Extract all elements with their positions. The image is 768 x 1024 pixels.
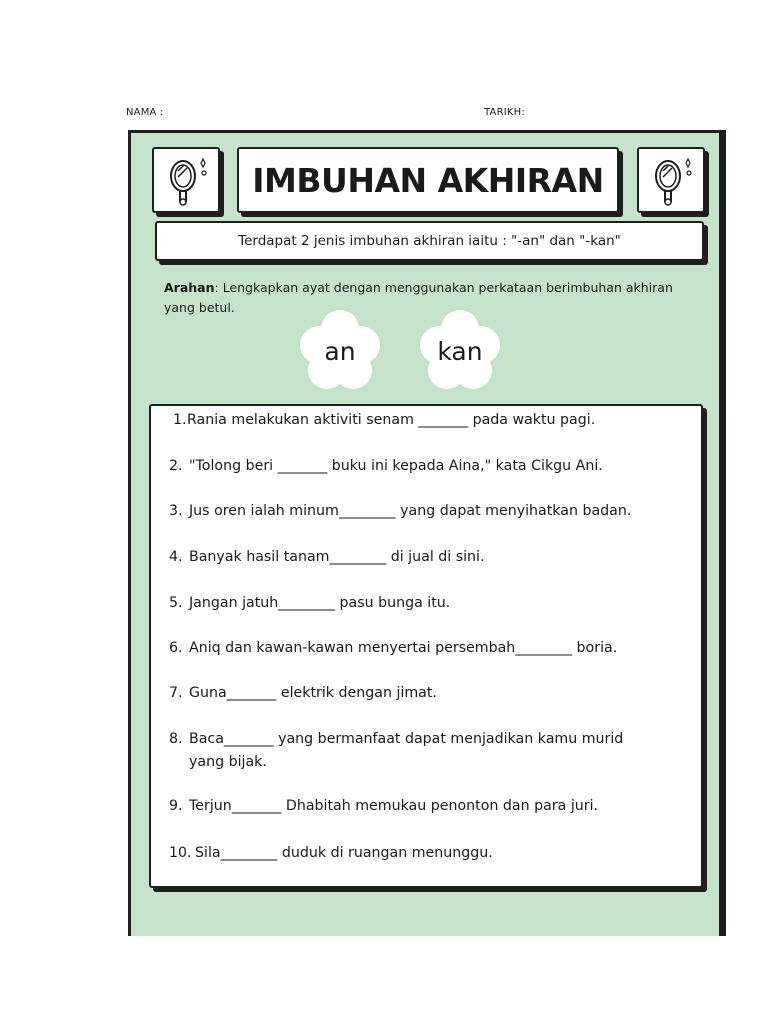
question-text: Aniq dan kawan-kawan menyertai persembah________ boria. — [189, 640, 618, 656]
left-icon-box — [152, 147, 220, 213]
question-6 — [169, 637, 689, 660]
question-text: Rania melakukan aktiviti senam _______ pada waktu pagi. — [187, 412, 596, 428]
mirror-icon — [639, 149, 703, 211]
question-text: Terjun_______ Dhabitah memukau penonton dan para juri. — [189, 798, 599, 814]
question-number: 8. — [169, 731, 183, 747]
question-text: Guna_______ elektrik dengan jimat. — [189, 685, 437, 701]
question-text: Jus oren ialah minum________ yang dapat menyihatkan badan. — [189, 503, 632, 519]
mirror-icon — [154, 149, 218, 211]
question-3 — [169, 500, 689, 523]
questions-box — [149, 404, 703, 888]
question-7 — [169, 682, 689, 705]
suffix-flower-kan — [418, 309, 502, 393]
question-text: Banyak hasil tanam________ di jual di sini. — [189, 549, 485, 565]
worksheet — [128, 130, 722, 936]
question-number: 6. — [169, 640, 183, 656]
question-number: 2. — [169, 458, 183, 474]
question-8 — [169, 728, 689, 774]
question-text: Baca_______ yang bermanfaat dapat menjadikan kamu murid — [189, 731, 624, 747]
question-text: "Tolong beri _______ buku ini kepada Aina," kata Cikgu Ani. — [189, 458, 603, 474]
question-1 — [173, 409, 693, 432]
suffix-an: an — [324, 336, 356, 366]
question-number: 1. — [173, 412, 187, 428]
title-box — [237, 147, 619, 213]
question-text: Jangan jatuh________ pasu bunga itu. — [189, 595, 451, 611]
suffix-kan: kan — [437, 336, 483, 366]
question-9 — [169, 795, 689, 818]
question-2 — [169, 455, 689, 478]
question-5 — [169, 592, 689, 615]
question-10 — [169, 842, 689, 865]
question-number: 10. — [169, 845, 192, 861]
suffix-flower-an — [298, 309, 382, 393]
instruction-label: Arahan — [164, 280, 215, 295]
question-number: 4. — [169, 549, 183, 565]
instruction-text: : Lengkapkan ayat dengan menggunakan perkataan berimbuhan akhiran yang betul. — [164, 280, 673, 315]
question-number: 9. — [169, 798, 183, 814]
question-text-continued: yang bijak. — [189, 754, 267, 770]
question-number: 7. — [169, 685, 183, 701]
subtitle: Terdapat 2 jenis imbuhan akhiran iaitu : "-an" dan "-kan" — [238, 233, 621, 249]
date-label: TARIKH: — [484, 107, 525, 118]
subtitle-box — [155, 221, 704, 261]
question-number: 5. — [169, 595, 183, 611]
question-number: 3. — [169, 503, 183, 519]
question-text: Sila________ duduk di ruangan menunggu. — [195, 845, 493, 861]
page-title: IMBUHAN AKHIRAN — [252, 160, 604, 200]
name-label: NAMA : — [126, 107, 164, 118]
question-4 — [169, 546, 689, 569]
right-icon-box — [637, 147, 705, 213]
